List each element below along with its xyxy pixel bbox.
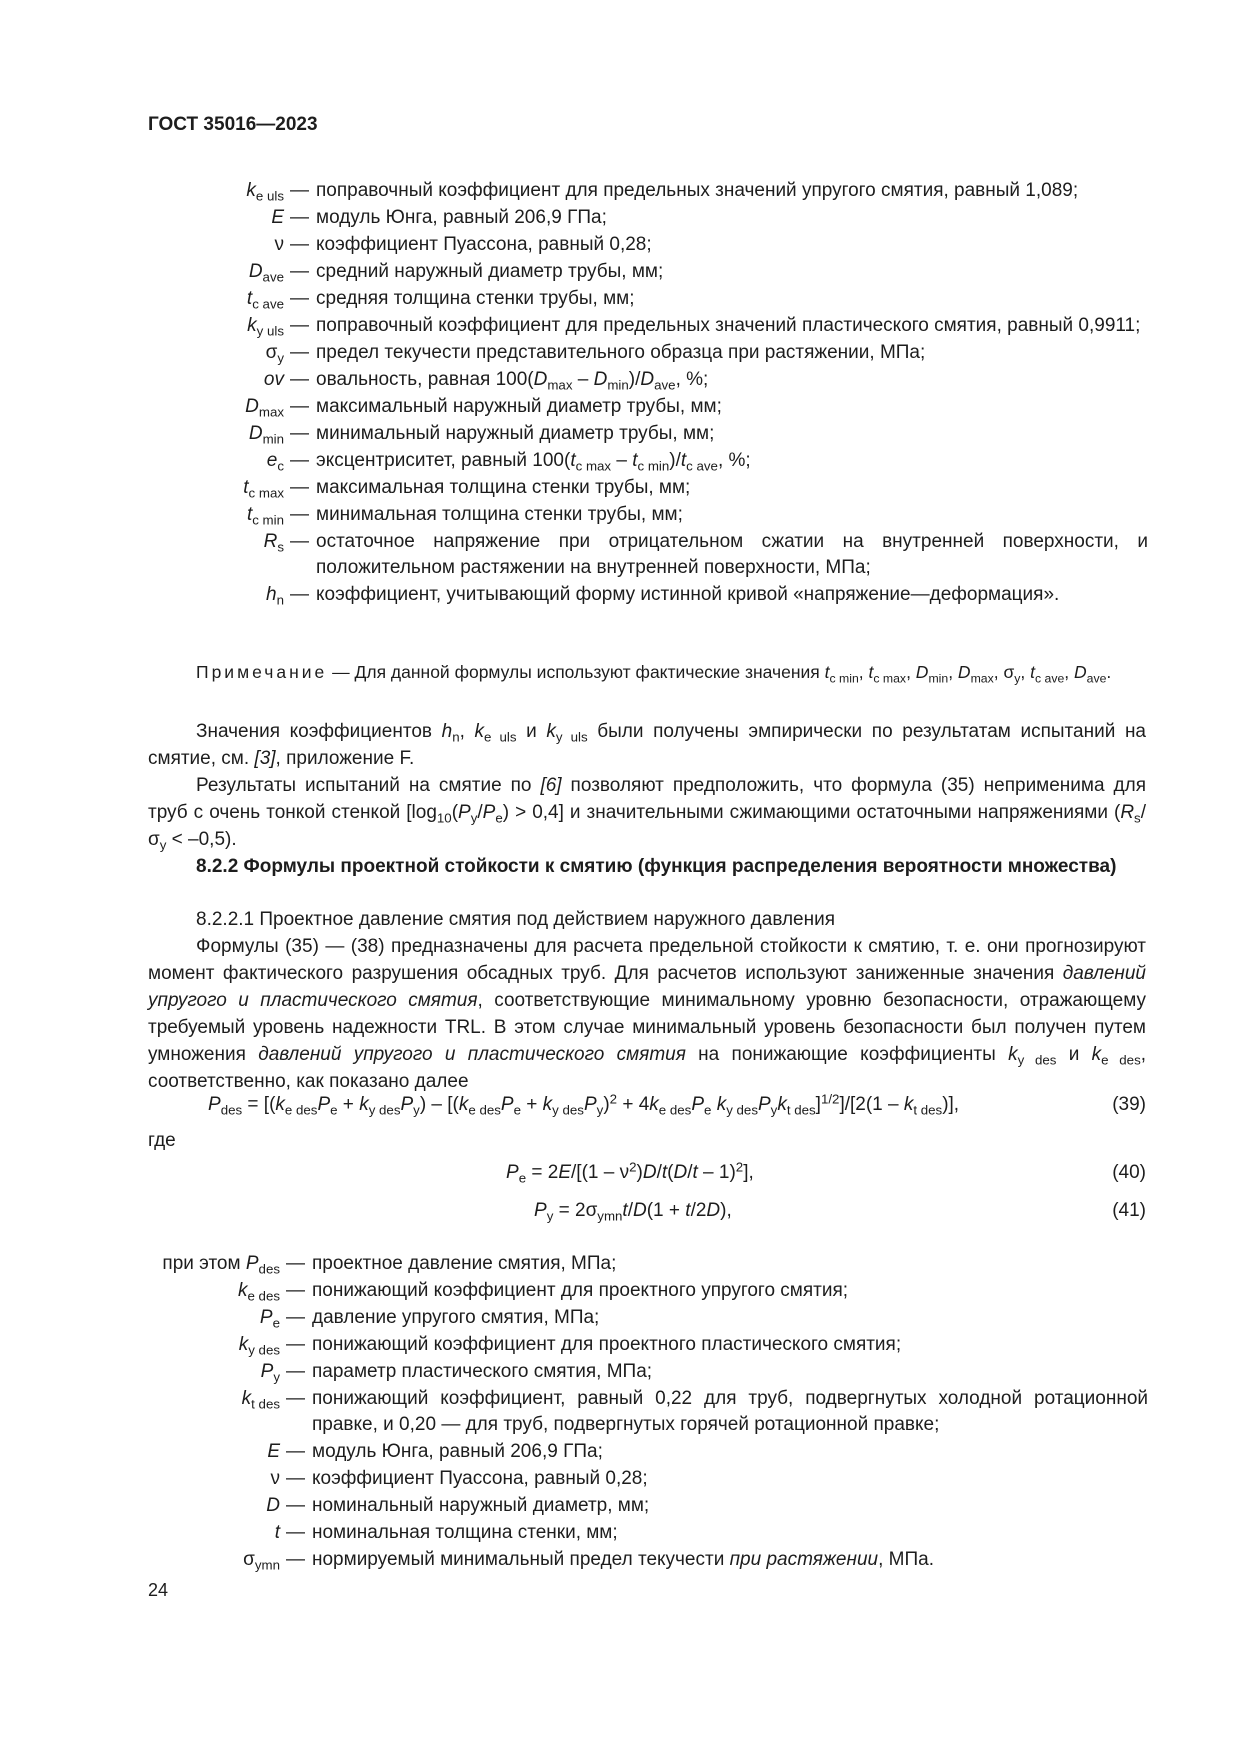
symbol: $k_{y uls}$ xyxy=(247,315,284,339)
definition-d xyxy=(148,1493,1148,1519)
note-paragraph: Примечание — Для данной формулы используют фактические значения $t_{c min}$, $t_{c max}$, $D_{min}$, $D_{max}$, $\sigma_y$, $t_{c ave}$, $D_{ave}$. xyxy=(196,662,1112,686)
definition-d-min xyxy=(148,421,1148,447)
definition-e-c xyxy=(148,448,1148,474)
definition-text: средняя толщина стенки трубы, мм; xyxy=(316,288,635,309)
symbol: $\sigma_{ymn}$ xyxy=(243,1549,280,1573)
symbol: E xyxy=(271,207,284,228)
dash: — xyxy=(286,1307,305,1328)
definition-t-c-ave xyxy=(148,286,1148,312)
definition-text: коэффициент, учитывающий форму истинной кривой «напряжение—деформация». xyxy=(316,584,1060,605)
symbol: E xyxy=(267,1441,280,1462)
formula-41-number: (41) xyxy=(1112,1200,1146,1221)
definition-h-n xyxy=(148,582,1148,608)
formula-39-number: (39) xyxy=(1112,1094,1146,1115)
symbol: $t_{c min}$ xyxy=(246,504,284,528)
definitions-list-bottom xyxy=(148,1251,1148,1574)
dash: — xyxy=(290,342,309,363)
symbol: ov xyxy=(263,369,284,390)
definition-text: овальность, равная $100(D_{max} - D_{min})/D_{ave}$, %; xyxy=(316,369,709,393)
definition-nu-bottom xyxy=(148,1466,1148,1492)
formula-41-expression: $P_y = 2\sigma_{ymn}t/D(1 + t/2D)$, xyxy=(534,1200,732,1224)
symbol: t xyxy=(274,1522,280,1543)
definition-text: максимальная толщина стенки трубы, мм; xyxy=(316,477,691,498)
definition-d-max xyxy=(148,394,1148,420)
page-number: 24 xyxy=(148,1580,169,1600)
definition-text: понижающий коэффициент, равный 0,22 для труб, подвергнутых холодной ротационной правке, и 0,20 — для труб, подвергнутых горячей ротационной правке; xyxy=(312,1388,1148,1435)
dash: — xyxy=(286,1334,305,1355)
definition-text: поправочный коэффициент для предельных значений пластического смятия, равный 0,9911; xyxy=(316,315,1141,336)
dash: — xyxy=(290,315,309,336)
subsection-heading: 8.2.2.1 Проектное давление смятия под действием наружного давления xyxy=(196,909,836,930)
definition-sigma-ymn xyxy=(148,1547,1148,1573)
definition-e-bottom xyxy=(148,1439,1148,1465)
definition-text: нормируемый минимальный предел текучести при растяжении, МПа. xyxy=(312,1549,934,1570)
symbol: $P_y$ xyxy=(260,1361,280,1385)
definition-text: эксцентриситет, равный $100(t_{c max} - t_{c min})/t_{c ave}$, %; xyxy=(316,450,751,474)
definition-text: остаточное напряжение при отрицательном сжатии на внутренней поверхности, и положительном растяжении на внутренней поверхности, МПа; xyxy=(316,531,1148,578)
symbol: $D_{max}$ xyxy=(245,396,284,420)
paragraph-design-formulas: Формулы (35) — (38) предназначены для расчета предельной стойкости к смятию, т. е. они прогнозируют момент фактического разрушения обсадных труб. Для расчетов используют заниженные значения давлений упругого и пластического смятия, соответствующие минимальному уровню безопасности, отражающему требуемый уровень надежности TRL. В этом случае минимальный уровень безопасности был получен путем умножения давлений упругого и пластического смятия на понижающие коэффициенты $k_{y des}$ и $k_{e des}$, соответственно, как показано далее xyxy=(148,936,1146,1092)
symbol: ν xyxy=(274,234,284,255)
section-heading: 8.2.2 Формулы проектной стойкости к смятию (функция распределения вероятности множества) xyxy=(196,856,1117,877)
dash: — xyxy=(286,1495,305,1516)
dash: — xyxy=(286,1549,305,1570)
dash: — xyxy=(290,288,309,309)
note-label: Примечание xyxy=(196,662,328,682)
definition-text: модуль Юнга, равный 206,9 ГПа; xyxy=(316,207,607,228)
definition-text: номинальная толщина стенки, мм; xyxy=(312,1522,618,1543)
paragraph-test-results: Результаты испытаний на смятие по [6] позволяют предположить, что формула (35) неприменима для труб с очень тонкой стенкой $[\log_{10}(P_y/P_e) > 0,4]$ и значительными сжимающими остаточными напряжениями $(R_s/\sigma_y < -0,5)$. xyxy=(148,775,1146,853)
definition-k-t-des xyxy=(148,1386,1148,1438)
symbol: $k_{e des}$ xyxy=(237,1280,280,1304)
definition-text: предел текучести представительного образца при растяжении, МПа; xyxy=(316,342,926,363)
definition-text: модуль Юнга, равный 206,9 ГПа; xyxy=(312,1441,603,1462)
dash: — xyxy=(290,180,309,201)
dash: — xyxy=(286,1253,305,1274)
dash: — xyxy=(286,1280,305,1301)
dash: — xyxy=(286,1468,305,1489)
definition-ov xyxy=(148,367,1148,393)
dash: — xyxy=(290,477,309,498)
dash: — xyxy=(286,1522,305,1543)
paragraph-coefficients: Значения коэффициентов $h_n$, $k_{e uls}$ и $k_{y uls}$ были получены эмпирически по результатам испытаний на смятие, см. [3], приложение F. xyxy=(148,721,1147,769)
formula-39 xyxy=(148,1090,1146,1120)
definition-text: понижающий коэффициент для проектного упругого смятия; xyxy=(312,1280,849,1301)
definition-text: понижающий коэффициент для проектного пластического смятия; xyxy=(312,1334,902,1355)
definition-text: давление упругого смятия, МПа; xyxy=(312,1307,600,1328)
symbol: $k_{e uls}$ xyxy=(246,180,284,204)
symbol: $D_{min}$ xyxy=(248,423,284,447)
where-label: где xyxy=(148,1130,176,1151)
definition-t xyxy=(148,1520,1148,1546)
symbol: $P_e$ xyxy=(259,1307,280,1331)
definition-text: поправочный коэффициент для предельных значений упругого смятия, равный 1,089; xyxy=(316,180,1079,201)
definition-text: коэффициент Пуассона, равный 0,28; xyxy=(316,234,652,255)
symbol: $t_{c max}$ xyxy=(243,477,284,501)
formula-40 xyxy=(148,1158,1146,1188)
definition-text: коэффициент Пуассона, равный 0,28; xyxy=(312,1468,648,1489)
symbol: $\sigma_y$ xyxy=(265,342,284,366)
document-header: ГОСТ 35016—2023 xyxy=(148,114,318,135)
formula-41 xyxy=(148,1196,1146,1226)
symbol: при этом $P_{des}$ xyxy=(162,1253,280,1277)
definition-p-e xyxy=(148,1305,1148,1331)
definition-k-e-des xyxy=(148,1278,1148,1304)
symbol: $k_{t des}$ xyxy=(241,1388,280,1412)
dash: — xyxy=(290,234,309,255)
symbol: $D_{ave}$ xyxy=(248,261,284,285)
definition-t-c-max xyxy=(148,475,1148,501)
definition-text: минимальный наружный диаметр трубы, мм; xyxy=(316,423,715,444)
dash: — xyxy=(290,207,309,228)
symbol: D xyxy=(266,1495,280,1516)
symbol: $R_s$ xyxy=(263,531,284,555)
definition-k-e-uls xyxy=(148,178,1148,204)
symbol: $t_{c ave}$ xyxy=(246,288,284,312)
definition-sigma-y xyxy=(148,340,1148,366)
dash: — xyxy=(290,531,309,552)
dash: — xyxy=(290,504,309,525)
definition-p-y xyxy=(148,1359,1148,1385)
definition-text: проектное давление смятия, МПа; xyxy=(312,1253,617,1274)
definition-t-c-min xyxy=(148,502,1148,528)
symbol: ν xyxy=(270,1468,280,1489)
definitions-list-top xyxy=(148,178,1148,609)
symbol: $k_{y des}$ xyxy=(238,1334,280,1358)
definition-d-ave xyxy=(148,259,1148,285)
definition-k-y-des xyxy=(148,1332,1148,1358)
formula-39-expression: $P_{des} = [(k_{e des}P_e + k_{y des}P_y) - [(k_{e des}P_e + k_{y des}P_y)^2 + 4k_{e des}P_e$ $k_{y des}P_yk_{t des}]^{1/2}]/[2(1 - k_{t des})]$, xyxy=(208,1091,960,1118)
dash: — xyxy=(286,1441,305,1462)
dash: — xyxy=(290,369,309,390)
dash: — xyxy=(290,423,309,444)
definition-k-y-uls xyxy=(148,313,1148,339)
symbol: $e_c$ xyxy=(266,450,284,474)
definition-text: минимальная толщина стенки трубы, мм; xyxy=(316,504,683,525)
definition-r-s xyxy=(148,529,1148,581)
formula-40-number: (40) xyxy=(1112,1162,1146,1183)
definition-text: номинальный наружный диаметр, мм; xyxy=(312,1495,650,1516)
definition-text: максимальный наружный диаметр трубы, мм; xyxy=(316,396,722,417)
dash: — xyxy=(286,1361,305,1382)
definition-text: параметр пластического смятия, МПа; xyxy=(312,1361,653,1382)
definition-p-des xyxy=(148,1251,1148,1277)
dash: — xyxy=(290,261,309,282)
definition-nu xyxy=(148,232,1148,258)
definition-e xyxy=(148,205,1148,231)
dash: — xyxy=(290,450,309,471)
dash: — xyxy=(290,584,309,605)
definition-text: средний наружный диаметр трубы, мм; xyxy=(316,261,664,282)
dash: — xyxy=(286,1388,305,1409)
symbol: $h_n$ xyxy=(266,584,284,608)
formula-40-expression: $P_e = 2E/[(1 - \nu^2)D/t(D/t - 1)^2]$, xyxy=(506,1159,754,1186)
dash: — xyxy=(290,396,309,417)
